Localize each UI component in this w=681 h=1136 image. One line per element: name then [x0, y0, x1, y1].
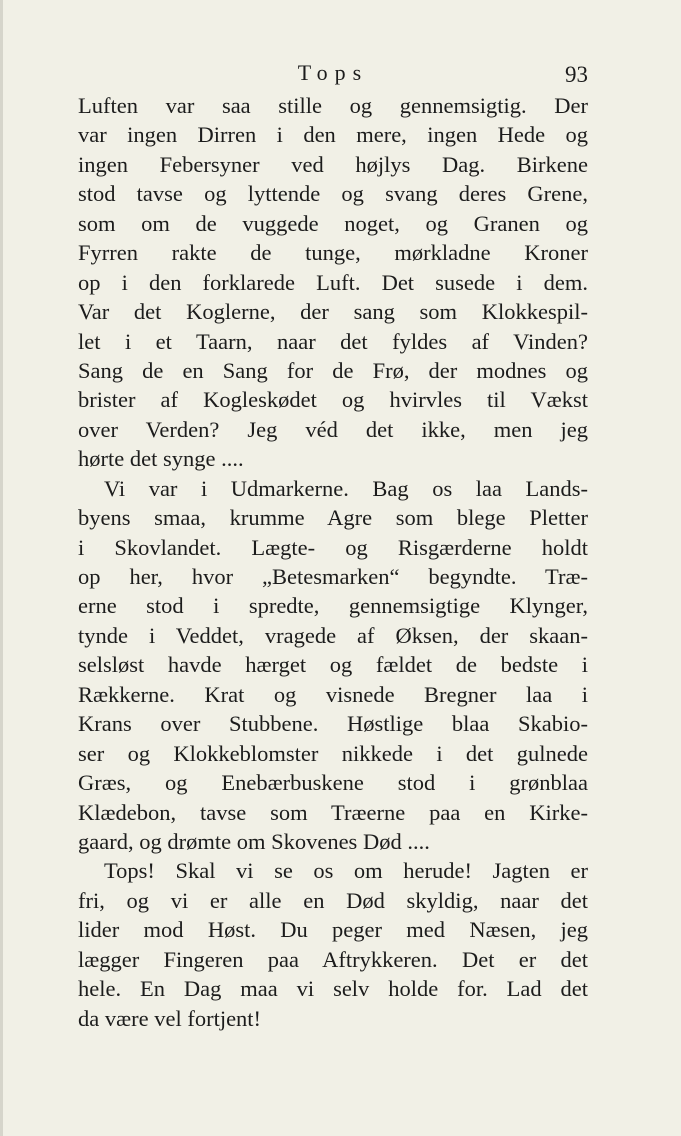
- text-line: fri, og vi er alle en Død skyldig, naar det: [78, 887, 588, 913]
- text-line: da være vel fortjent!: [78, 1005, 262, 1031]
- text-line: Krans over Stubbene. Høstlige blaa Skabio-: [78, 711, 588, 737]
- text-line: Græs, og Enebærbuskene stod i grønblaa: [78, 770, 588, 796]
- text-line: lider mod Høst. Du peger med Næsen, jeg: [78, 917, 588, 943]
- paragraph-start-line: Tops! Skal vi se os om herude! Jagten er: [104, 858, 588, 884]
- text-line: Var det Koglerne, der sang som Klokkespil-: [78, 299, 588, 325]
- body-text: [78, 91, 588, 1033]
- text-line: selsløst havde hærget og fældet de bedste i: [78, 652, 588, 678]
- text-line: byens smaa, krumme Agre som blege Pletter: [78, 505, 588, 531]
- text-line: op her, hvor „Betesmarken“ begyndte. Træ-: [78, 564, 588, 589]
- text-line: stod tavse og lyttende og svang deres Grene,: [78, 181, 588, 207]
- text-line: let i et Taarn, naar det fyldes af Vinden?: [78, 328, 588, 354]
- text-line: Rækkerne. Krat og visnede Bregner laa i: [78, 681, 588, 707]
- text-line: som om de vuggede noget, og Granen og: [78, 210, 588, 236]
- text-line: op i den forklarede Luft. Det susede i dem.: [78, 269, 588, 295]
- text-line: over Verden? Jeg véd det ikke, men jeg: [78, 416, 588, 442]
- page-edge: [0, 0, 3, 1136]
- text-line: lægger Fingeren paa Aftrykkeren. Det er det: [78, 946, 588, 972]
- text-line: ser og Klokkeblomster nikkede i det gulnede: [78, 740, 588, 766]
- text-line: hørte det synge ....: [78, 446, 244, 472]
- text-line: Sang de en Sang for de Frø, der modnes og: [78, 357, 588, 383]
- text-line: gaard, og drømte om Skovenes Død ....: [78, 828, 430, 854]
- text-line: i Skovlandet. Lægte- og Risgærderne holdt: [78, 534, 588, 560]
- page-number: 93: [565, 62, 588, 87]
- paragraph-start-line: Vi var i Udmarkerne. Bag os laa Lands-: [104, 475, 588, 501]
- running-title: Tops: [297, 60, 369, 85]
- text-line: ingen Febersyner ved højlys Dag. Birkene: [78, 151, 588, 177]
- text-line: Luften var saa stille og gennemsigtig. Der: [78, 93, 588, 118]
- text-line: Klædebon, tavse som Træerne paa en Kirke-: [78, 799, 588, 825]
- running-head: [78, 58, 588, 92]
- text-line: brister af Kogleskødet og hvirvles til Vækst: [78, 387, 588, 413]
- text-line: var ingen Dirren i den mere, ingen Hede og: [78, 122, 588, 148]
- text-line: Fyrren rakte de tunge, mørkladne Kroner: [78, 240, 588, 266]
- text-line: tynde i Veddet, vragede af Øksen, der skaan-: [78, 622, 588, 648]
- text-line: erne stod i spredte, gennemsigtige Klynger,: [78, 593, 588, 619]
- text-line: hele. En Dag maa vi selv holde for. Lad det: [78, 976, 588, 1002]
